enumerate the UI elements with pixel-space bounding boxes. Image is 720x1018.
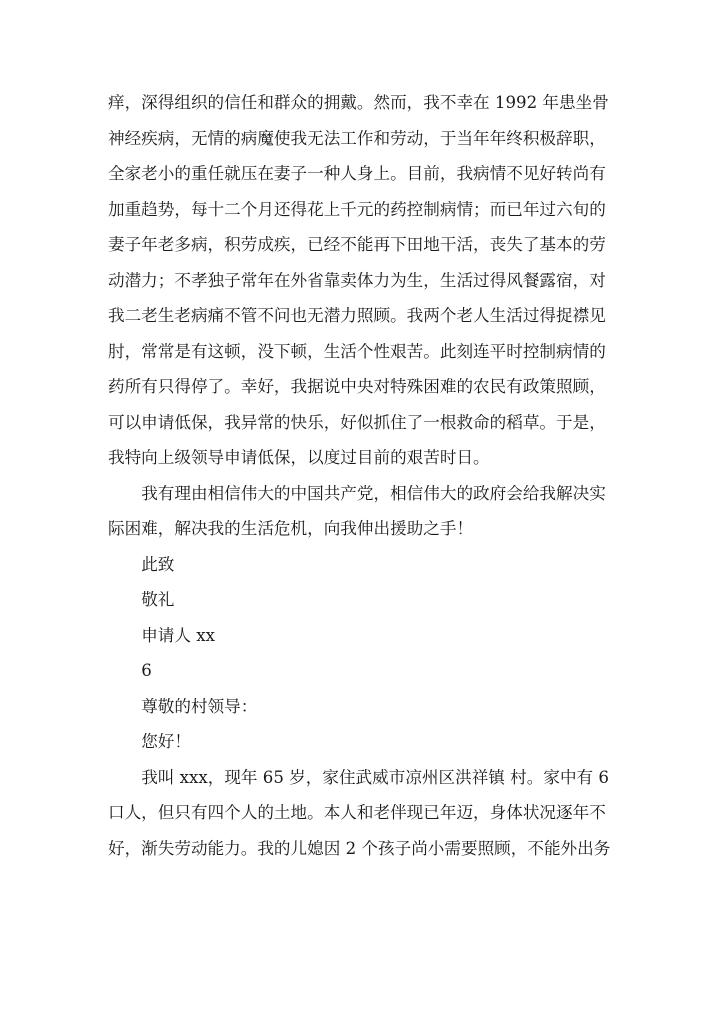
text-line: 肘，常常是有这顿，没下顿，生活个性艰苦。此刻连平时控制病情的 [108,341,606,361]
text-line: 加重趋势，每十二个月还得花上千元的药控制病情；而已年过六旬的 [108,199,606,219]
text-line: 全家老小的重任就压在妻子一种人身上。目前，我病情不见好转尚有 [108,164,606,183]
applicant-signature: 申请人 xx [141,625,215,645]
paragraph-self-introduction [108,760,613,867]
text-line: 动潜力；不孝独子常年在外省靠卖体力为生，生活过得风餐露宿，对 [108,270,606,290]
date-fragment: 6 [141,661,152,680]
text-line: 妻子年老多病，积劳成疾，已经不能再下田地干活，丧失了基本的劳 [108,235,606,254]
text-line: 神经疾病，无情的病魔使我无法工作和劳动，于当年年终积极辞职， [108,128,606,148]
text-line: 际困难，解决我的生活危机，向我伸出援助之手！ [108,519,474,538]
text-line: 可以申请低保，我异常的快乐，好似抓住了一根救命的稻草。于是， [108,412,606,432]
closing-jing-li: 敬礼 [141,590,175,609]
text-line: 我特向上级领导申请低保，以度过目前的艰苦时日。 [108,448,490,467]
text-line: 好，渐失劳动能力。我的儿媳因 2 个孩子尚小需要照顾，不能外出务 [108,838,611,858]
document-body [108,85,613,866]
text-line: 我二老生老病痛不管不问也无潜力照顾。我两个老人生活过得捉襟见 [108,306,606,325]
text-line: 痒，深得组织的信任和群众的拥戴。然而，我不幸在 1992 年患坐骨 [108,93,609,112]
paragraph-trust-statement [108,476,613,547]
closing-ci-zhi: 此致 [141,554,175,574]
text-line: 我有理由相信伟大的中国共产党，相信伟大的政府会给我解决实 [141,483,606,503]
text-line: 口人，但只有四个人的土地。本人和老伴现已年迈，身体状况逐年不 [108,803,606,822]
text-line: 我叫 xxx，现年 65 岁，家住武威市凉州区洪祥镇 村。家中有 6 [141,767,609,787]
salutation: 尊敬的村领导： [141,696,258,716]
paragraph-application-reason [108,85,613,476]
text-line: 药所有只得停了。幸好，我据说中央对特殊困难的农民有政策照顾， [108,377,606,396]
greeting: 您好！ [141,732,191,751]
